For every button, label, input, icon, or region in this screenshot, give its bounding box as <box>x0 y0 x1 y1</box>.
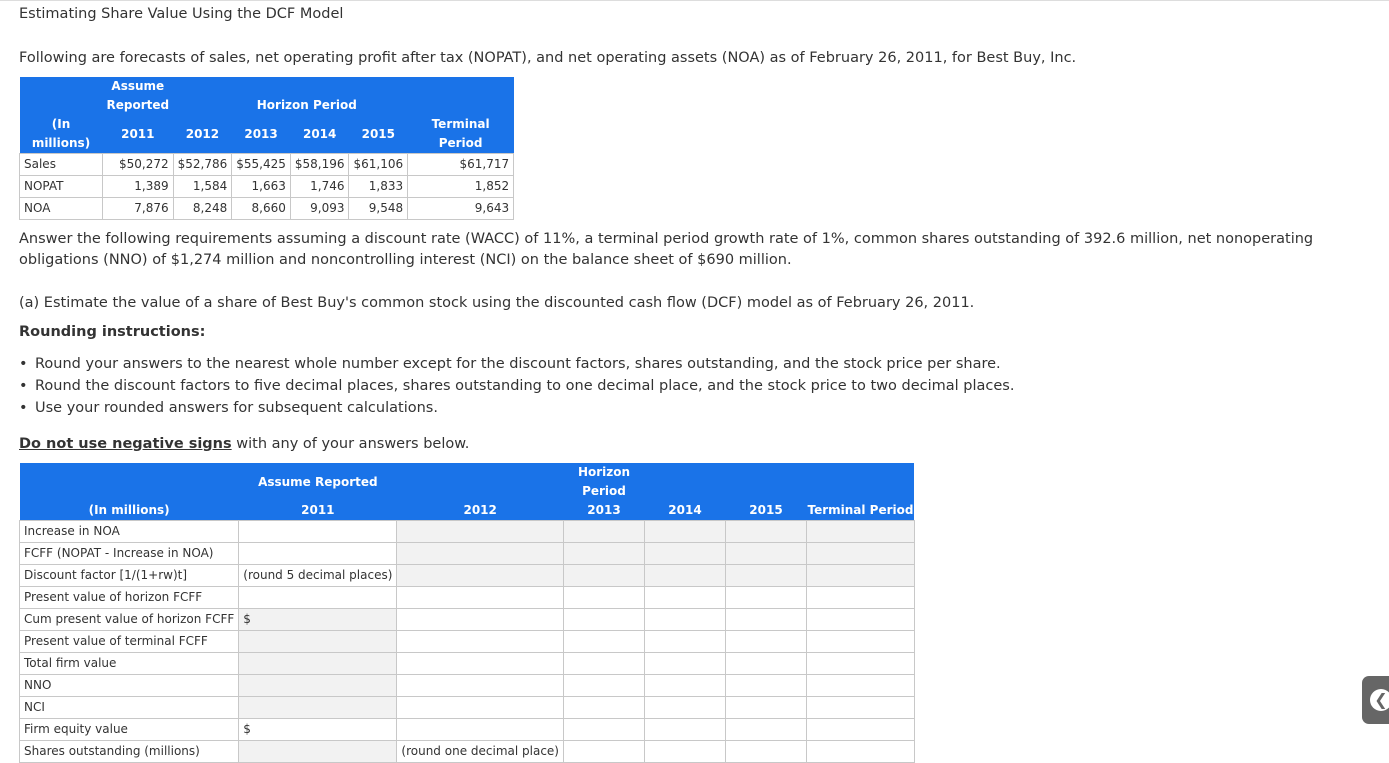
table-row <box>20 521 915 543</box>
cell-value: $61,717 <box>408 154 514 176</box>
input-cell[interactable] <box>563 521 644 543</box>
row-label: NOA <box>20 198 103 220</box>
rounding-heading: Rounding instructions: <box>19 324 206 340</box>
dcf-header-horizon: Horizon Period <box>563 463 644 501</box>
input-cell[interactable] <box>397 675 564 697</box>
header-2013: 2013 <box>232 115 291 154</box>
input-cell[interactable] <box>397 587 564 609</box>
arrow-left-icon: ❮ <box>1370 689 1389 711</box>
input-cell[interactable] <box>644 587 725 609</box>
rounding-rules <box>19 354 1014 420</box>
table-row <box>20 719 915 741</box>
table-row <box>20 697 915 719</box>
header-2015: 2015 <box>349 115 408 154</box>
row-label: Increase in NOA <box>20 521 239 543</box>
input-cell[interactable] <box>239 521 397 543</box>
cell-value: $55,425 <box>232 154 291 176</box>
rule-text: Use your rounded answers for subsequent calculations. <box>35 400 438 416</box>
row-label: Discount factor [1/(1+rw)t] <box>20 565 239 587</box>
cell-value: 1,833 <box>349 176 408 198</box>
list-item: • Round your answers to the nearest whole number except for the discount factors, shares outstanding, and the stock price per share. <box>19 356 1001 372</box>
input-cell[interactable] <box>397 631 564 653</box>
input-cell[interactable] <box>806 543 914 565</box>
header-reported: Reported <box>103 96 174 115</box>
no-negative-note <box>19 436 469 452</box>
input-cell[interactable] <box>644 543 725 565</box>
input-cell[interactable] <box>563 587 644 609</box>
table-row <box>20 543 915 565</box>
input-cell[interactable] <box>806 653 914 675</box>
input-cell[interactable] <box>563 565 644 587</box>
list-item: • Use your rounded answers for subsequent calculations. <box>19 400 438 416</box>
input-cell[interactable] <box>644 521 725 543</box>
cell-value: 9,643 <box>408 198 514 220</box>
header-assume: Assume <box>103 77 174 96</box>
header-2011: 2011 <box>103 115 174 154</box>
row-label: NOPAT <box>20 176 103 198</box>
rounding-hint: (round one decimal place) <box>397 741 564 763</box>
cell-value: 1,389 <box>103 176 174 198</box>
row-label: Cum present value of horizon FCFF <box>20 609 239 631</box>
no-negative-rest: with any of your answers below. <box>231 436 470 452</box>
header-2014: 2014 <box>290 115 349 154</box>
table-row <box>20 675 915 697</box>
cell-value: 1,852 <box>408 176 514 198</box>
dollar-prefix: $ <box>243 722 251 736</box>
cell-value: 9,093 <box>290 198 349 220</box>
input-cell[interactable] <box>239 543 397 565</box>
input-cell[interactable] <box>644 719 725 741</box>
table-row <box>20 176 514 198</box>
header-2012: 2012 <box>173 115 232 154</box>
input-cell[interactable] <box>239 609 397 631</box>
table-row <box>20 565 915 587</box>
input-cell[interactable] <box>806 719 914 741</box>
input-cell[interactable] <box>397 521 564 543</box>
row-label: Sales <box>20 154 103 176</box>
input-cell[interactable] <box>806 741 914 763</box>
row-label: Total firm value <box>20 653 239 675</box>
input-cell[interactable] <box>806 565 914 587</box>
input-cell[interactable] <box>397 697 564 719</box>
input-cell[interactable] <box>806 697 914 719</box>
requirements-text: Answer the following requirements assuming a discount rate (WACC) of 11%, a terminal period growth rate of 1%, common shares outstanding of 392.6 million, net nonoperating obligations (NNO) of $1,274 million and noncontrolling interest (NCI) on the balance sheet of $690 million. <box>19 231 1314 268</box>
rounding-hint: (round 5 decimal places) <box>239 565 397 587</box>
header-terminal: Terminal Period <box>408 115 514 154</box>
input-cell[interactable] <box>725 565 806 587</box>
input-cell[interactable] <box>806 631 914 653</box>
table-row <box>20 198 514 220</box>
dcf-header-assume-reported: Assume Reported <box>239 463 397 501</box>
input-cell[interactable] <box>725 675 806 697</box>
header-units: (In millions) <box>20 115 103 154</box>
input-cell[interactable] <box>239 587 397 609</box>
intro-text: Following are forecasts of sales, net operating profit after tax (NOPAT), and net operating assets (NOA) as of February 26, 2011, for Best Buy, Inc. <box>19 50 1077 66</box>
dollar-prefix: $ <box>243 612 251 626</box>
table-row <box>20 609 915 631</box>
input-cell[interactable] <box>725 719 806 741</box>
input-cell[interactable] <box>725 697 806 719</box>
dcf-header-2011: 2011 <box>239 501 397 521</box>
requirement-a: (a) Estimate the value of a share of Best Buy's common stock using the discounted cash flow (DCF) model as of February 26, 2011. <box>19 295 975 311</box>
input-cell[interactable] <box>563 543 644 565</box>
input-cell[interactable] <box>239 719 397 741</box>
input-cell[interactable] <box>397 543 564 565</box>
row-label: Present value of horizon FCFF <box>20 587 239 609</box>
input-cell[interactable] <box>806 587 914 609</box>
cell-value: $58,196 <box>290 154 349 176</box>
cell-value: 7,876 <box>103 198 174 220</box>
input-cell[interactable] <box>563 609 644 631</box>
row-label: NCI <box>20 697 239 719</box>
input-cell[interactable] <box>806 609 914 631</box>
cell-value: 1,746 <box>290 176 349 198</box>
rule-text: Round the discount factors to five decimal places, shares outstanding to one decimal place, and the stock price to two decimal places. <box>35 378 1015 394</box>
input-cell[interactable] <box>725 609 806 631</box>
forecast-table <box>19 77 514 220</box>
input-cell[interactable] <box>239 631 397 653</box>
dcf-header-2015: 2015 <box>725 501 806 521</box>
input-cell[interactable] <box>239 675 397 697</box>
dcf-header-2014: 2014 <box>644 501 725 521</box>
input-cell[interactable] <box>725 631 806 653</box>
cell-value: 9,548 <box>349 198 408 220</box>
header-horizon: Horizon Period <box>232 96 408 115</box>
cell-value: 1,584 <box>173 176 232 198</box>
dcf-header-2012: 2012 <box>397 501 564 521</box>
input-cell[interactable] <box>725 587 806 609</box>
dcf-table <box>19 463 915 763</box>
dcf-header-2013: 2013 <box>563 501 644 521</box>
input-cell[interactable] <box>725 653 806 675</box>
input-cell[interactable] <box>397 565 564 587</box>
input-cell[interactable] <box>644 609 725 631</box>
input-cell[interactable] <box>644 741 725 763</box>
table-row <box>20 631 915 653</box>
table-row <box>20 741 915 763</box>
list-item: • Round the discount factors to five decimal places, shares outstanding to one decimal place, and the stock price to two decimal places. <box>19 378 1015 394</box>
row-label: FCFF (NOPAT - Increase in NOA) <box>20 543 239 565</box>
no-negative-emphasis: Do not use negative signs <box>19 436 232 452</box>
input-cell[interactable] <box>397 653 564 675</box>
input-cell[interactable] <box>806 675 914 697</box>
input-cell[interactable] <box>725 741 806 763</box>
input-cell[interactable] <box>563 719 644 741</box>
row-label: Firm equity value <box>20 719 239 741</box>
input-cell[interactable] <box>397 719 564 741</box>
input-cell[interactable] <box>563 741 644 763</box>
cell-value: 8,248 <box>173 198 232 220</box>
input-cell[interactable] <box>644 675 725 697</box>
table-row <box>20 653 915 675</box>
row-label: NNO <box>20 675 239 697</box>
cell-value: $52,786 <box>173 154 232 176</box>
dcf-header-terminal: Terminal Period <box>806 501 914 521</box>
cell-value: 1,663 <box>232 176 291 198</box>
input-cell[interactable] <box>239 653 397 675</box>
input-cell[interactable] <box>725 521 806 543</box>
input-cell[interactable] <box>644 565 725 587</box>
top-border <box>0 0 1389 1</box>
input-cell[interactable] <box>397 609 564 631</box>
cell-value: $61,106 <box>349 154 408 176</box>
row-label: Shares outstanding (millions) <box>20 741 239 763</box>
cell-value: 8,660 <box>232 198 291 220</box>
page-title: Estimating Share Value Using the DCF Model <box>19 6 344 22</box>
row-label: Present value of terminal FCFF <box>20 631 239 653</box>
input-cell[interactable] <box>725 543 806 565</box>
input-cell[interactable] <box>563 631 644 653</box>
rule-text: Round your answers to the nearest whole number except for the discount factors, shares outstanding, and the stock price per share. <box>35 356 1001 372</box>
input-cell[interactable] <box>239 697 397 719</box>
input-cell[interactable] <box>644 697 725 719</box>
input-cell[interactable] <box>806 521 914 543</box>
dcf-header-units: (In millions) <box>20 501 239 521</box>
input-cell[interactable] <box>239 741 397 763</box>
cell-value: $50,272 <box>103 154 174 176</box>
table-row <box>20 587 915 609</box>
input-cell[interactable] <box>563 653 644 675</box>
table-row <box>20 154 514 176</box>
input-cell[interactable] <box>644 653 725 675</box>
input-cell[interactable] <box>563 697 644 719</box>
input-cell[interactable] <box>563 675 644 697</box>
back-button[interactable] <box>1362 676 1389 724</box>
input-cell[interactable] <box>644 631 725 653</box>
